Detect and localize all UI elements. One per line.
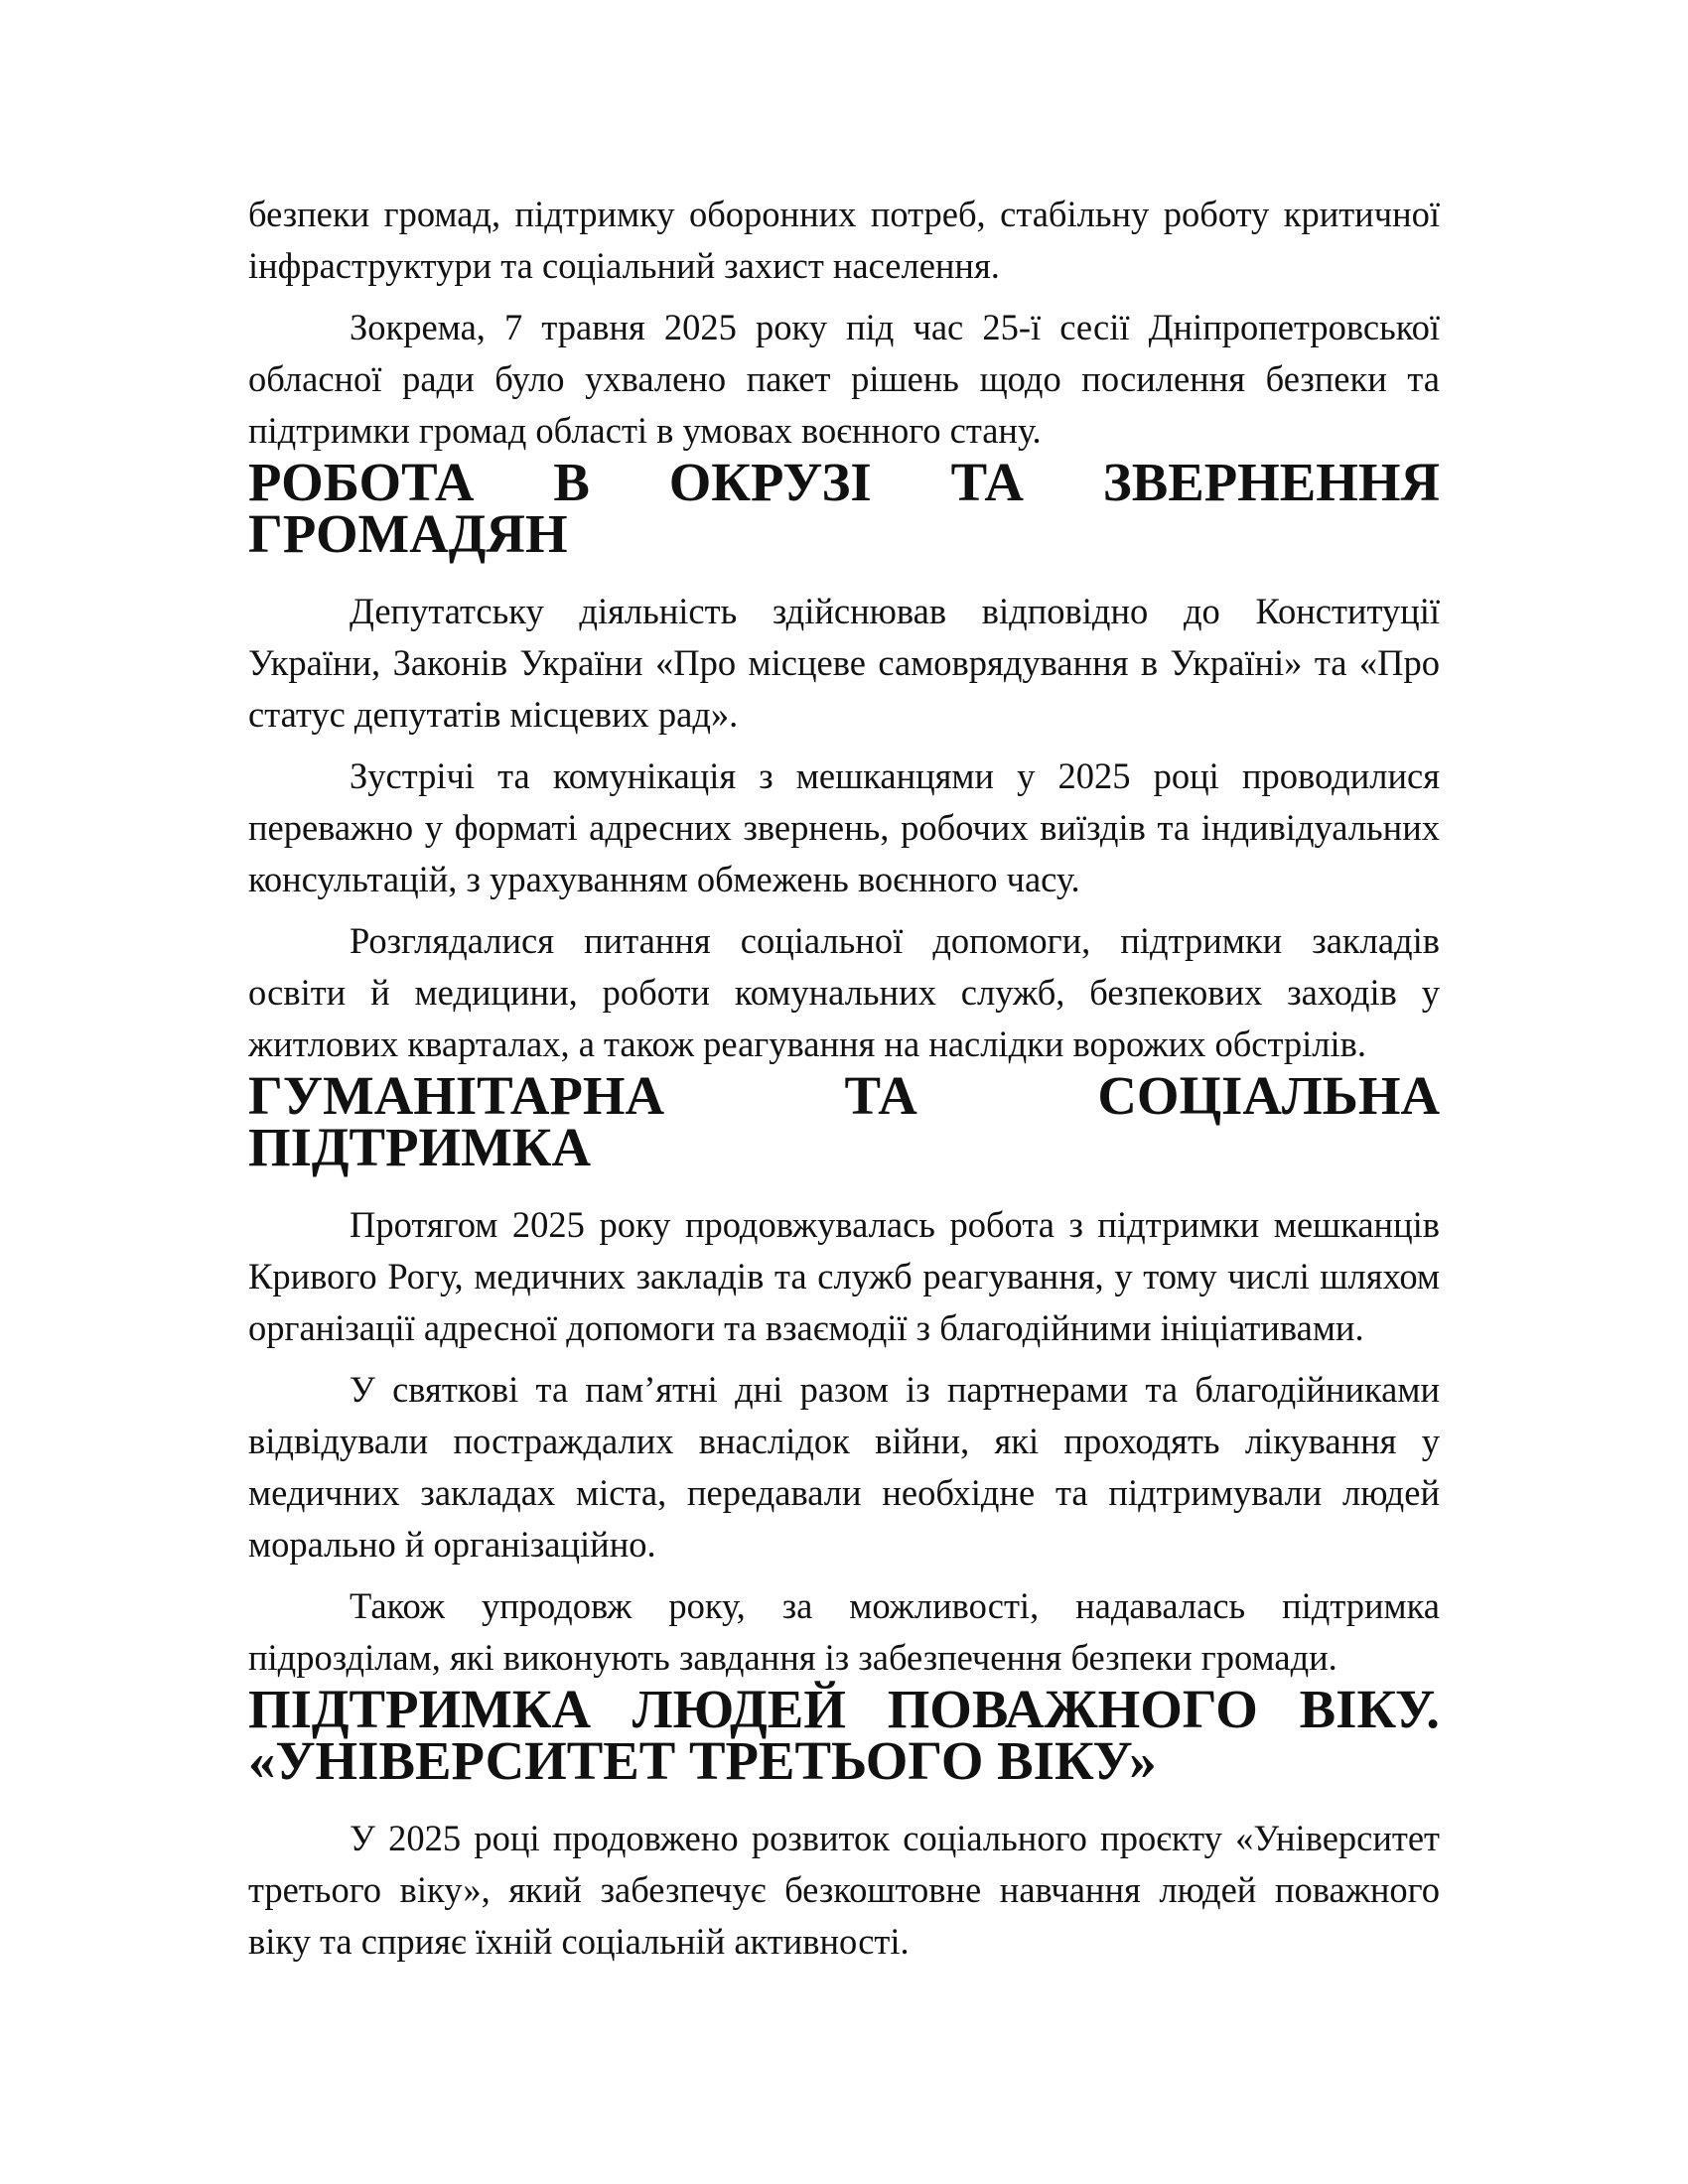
section-1-paragraph-2: Зустрічі та комунікація з мешканцями у 2025 році проводилися переважно у форматі адресних звернень, робочих виїздів та індивідуальних консультацій, з урахуванням обмежень воєнного часу. [248, 755, 1440, 899]
document-page [248, 189, 1440, 1978]
section-1-paragraph-1: Депутатську діяльність здійснював відповідно до Конституції України, Законів України «Про місцеве самоврядування в Україні» та «Про статус депутатів місцевих рад». [248, 591, 1440, 735]
section-heading-elderly-support: ПІДТРИМКА ЛЮДЕЙ ПОВАЖНОГО ВІКУ. «УНІВЕРСИТЕТ ТРЕТЬОГО ВІКУ» [248, 1679, 1440, 1791]
section-heading-humanitarian: ГУМАНІТАРНА ТА СОЦІАЛЬНА ПІДТРИМКА [248, 1065, 1440, 1177]
intro-paragraph-session: Зокрема, 7 травня 2025 року під час 25-ї сесії Дніпропетровської обласної ради було ухвалено пакет рішень щодо посилення безпеки та підтримки громад області в умовах воєнного стану. [248, 307, 1440, 451]
section-2-paragraph-2: У святкові та пам’ятні дні разом із партнерами та благодійниками відвідували постраждалих внаслідок війни, які проходять лікування у медичних закладах міста, передавали необхідне та підтримували людей морально й організаційно. [248, 1369, 1440, 1565]
intro-paragraph-continued: безпеки громад, підтримку оборонних потреб, стабільну роботу критичної інфраструктури та соціальний захист населення. [248, 194, 1440, 286]
section-2-paragraph-3: Також упродовж року, за можливості, надавалась підтримка підрозділам, які виконують завдання із забезпечення безпеки громади. [248, 1585, 1440, 1678]
section-heading-district-work: РОБОТА В ОКРУЗІ ТА ЗВЕРНЕННЯ ГРОМАДЯН [248, 452, 1440, 564]
section-2-paragraph-1: Протягом 2025 року продовжувалась робота з підтримки мешканців Кривого Рогу, медичних закладів та служб реагування, у тому числі шляхом організації адресної допомоги та взаємодії з благодійними ініціативами. [248, 1204, 1440, 1348]
section-1-paragraph-3: Розглядалися питання соціальної допомоги, підтримки закладів освіти й медицини, роботи комунальних служб, безпекових заходів у житлових кварталах, а також реагування на наслідки ворожих обстрілів. [248, 920, 1440, 1064]
section-3-paragraph-1: У 2025 році продовжено розвиток соціального проєкту «Університет третього віку», який забезпечує безкоштовне навчання людей поважного віку та сприяє їхній соціальній активності. [248, 1818, 1440, 1962]
